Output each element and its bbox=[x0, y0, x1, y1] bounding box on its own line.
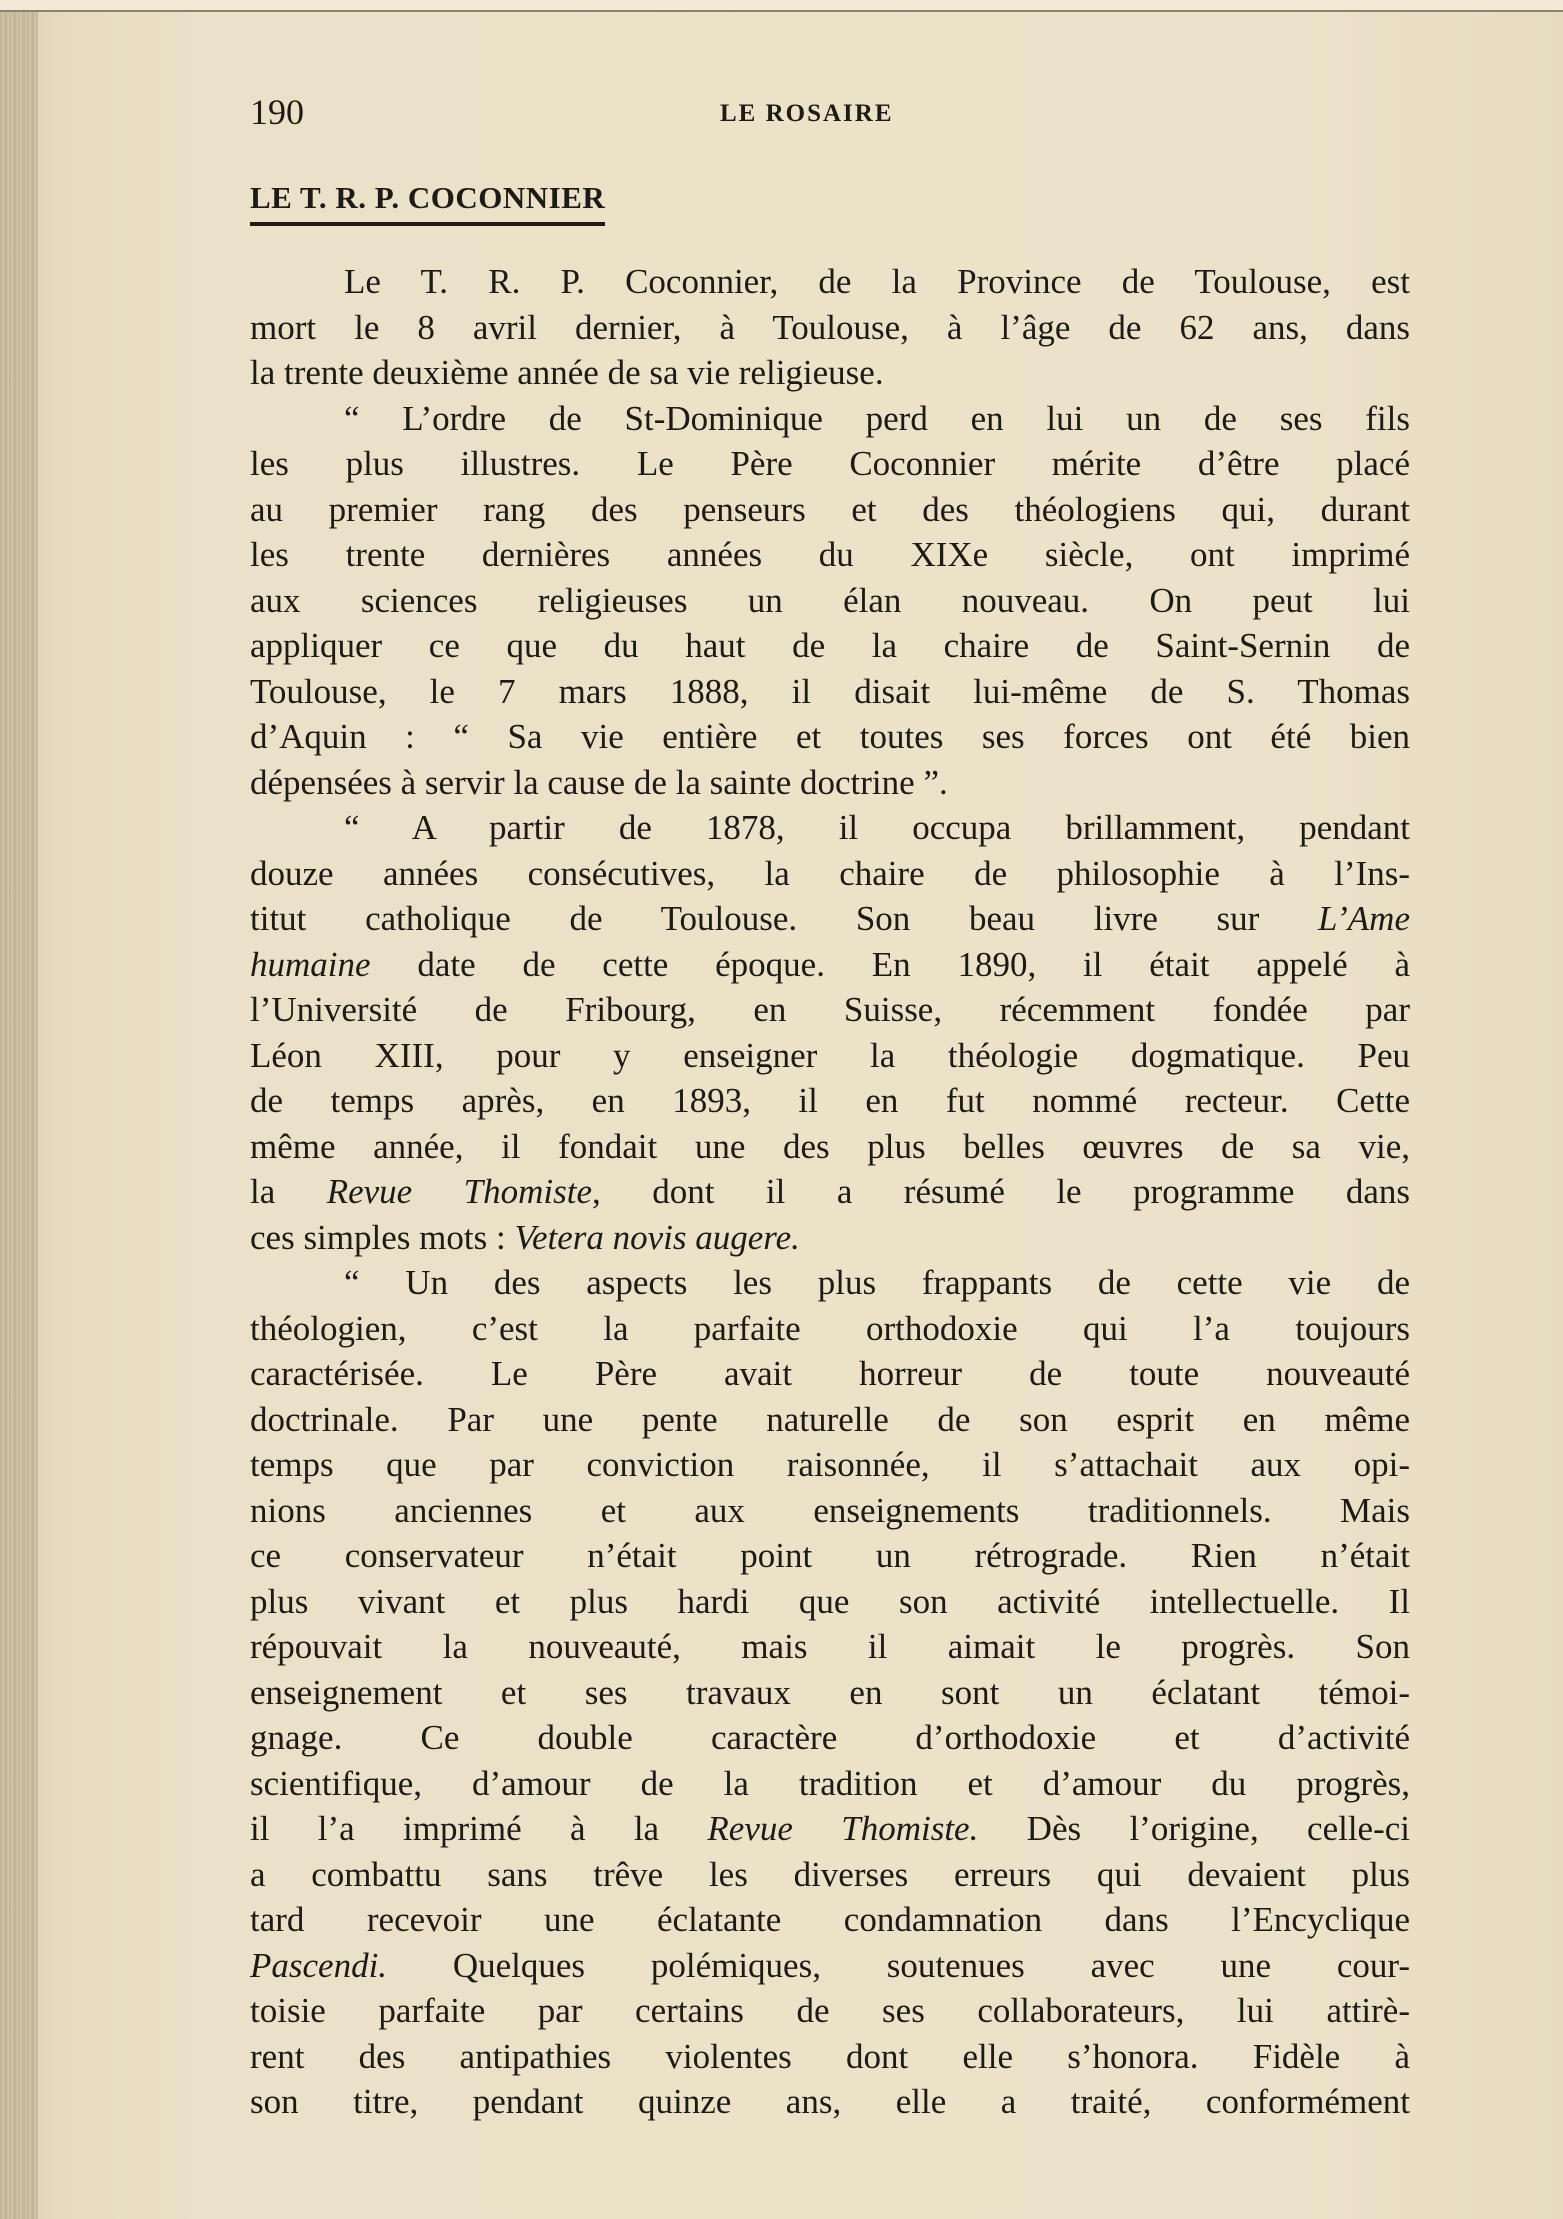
text-line bbox=[250, 2034, 1410, 2080]
text-segment: il l’a imprimé à la bbox=[250, 1809, 708, 1848]
text-segment: temps que par conviction raisonnée, il s’attachait aux opi- bbox=[250, 1445, 1410, 1484]
text-segment: les trente dernières années du XIXe siècle, ont imprimé bbox=[250, 535, 1410, 574]
running-title: LE ROSAIRE bbox=[720, 100, 894, 127]
text-segment: douze années consécutives, la chaire de philosophie à l’Ins- bbox=[250, 853, 1410, 893]
italic-text: humaine bbox=[250, 944, 371, 984]
text-segment: dépensées à servir la cause de la sainte doctrine ”. bbox=[250, 762, 948, 802]
text-line bbox=[250, 714, 1410, 760]
text-line bbox=[250, 1852, 1410, 1898]
text-segment: mort le 8 avril dernier, à Toulouse, à l’âge de 62 ans, dans bbox=[250, 307, 1410, 347]
text-line bbox=[250, 259, 1410, 305]
text-segment: titut catholique de Toulouse. Son beau livre sur bbox=[250, 899, 1318, 938]
text-line bbox=[250, 487, 1410, 533]
text-line bbox=[250, 623, 1410, 669]
text-line bbox=[250, 2079, 1410, 2125]
text-segment: Léon XIII, pour y enseigner la théologie dogmatique. Peu bbox=[250, 1035, 1410, 1075]
text-segment: plus vivant et plus hardi que son activité intellectuelle. Il bbox=[250, 1581, 1410, 1621]
text-line bbox=[250, 350, 1410, 396]
italic-text: Revue Thomiste. bbox=[707, 1809, 979, 1848]
text-line bbox=[250, 669, 1410, 715]
text-segment: enseignement et ses travaux en sont un éclatant témoi- bbox=[250, 1672, 1410, 1712]
text-segment: date de cette époque. En 1890, il était appelé à bbox=[370, 944, 1410, 984]
text-segment: , dont il a résumé le programme dans bbox=[592, 1172, 1410, 1211]
text-line bbox=[250, 805, 1410, 851]
text-segment: appliquer ce que du haut de la chaire de Saint-Sernin de bbox=[250, 626, 1410, 665]
text-line bbox=[250, 1579, 1410, 1625]
text-segment: son titre, pendant quinze ans, elle a traité, conformément bbox=[250, 2082, 1410, 2121]
text-line bbox=[250, 578, 1410, 624]
text-line bbox=[250, 1442, 1410, 1488]
text-line bbox=[250, 1988, 1410, 2034]
text-line bbox=[250, 942, 1410, 988]
text-line bbox=[250, 1397, 1410, 1443]
text-segment: théologien, c’est la parfaite orthodoxie qui l’a toujours bbox=[250, 1308, 1410, 1348]
text-line bbox=[250, 1670, 1410, 1716]
text-segment: la bbox=[250, 1172, 327, 1211]
text-line bbox=[250, 1124, 1410, 1170]
text-segment: rent des antipathies violentes dont elle s’honora. Fidèle à bbox=[250, 2036, 1410, 2076]
text-segment: Toulouse, le 7 mars 1888, il disait lui-même de S. Thomas bbox=[250, 671, 1410, 711]
text-segment: “ L’ordre de St-Dominique perd en lui un de ses fils bbox=[344, 398, 1410, 438]
text-line bbox=[250, 305, 1410, 351]
text-segment: Le T. R. P. Coconnier, de la Province de Toulouse, est bbox=[344, 262, 1410, 301]
text-line bbox=[250, 1624, 1410, 1670]
text-segment: “ A partir de 1878, il occupa brillamment, pendant bbox=[344, 808, 1410, 847]
text-segment: Quelques polémiques, soutenues avec une cour- bbox=[387, 1945, 1410, 1985]
text-line bbox=[250, 1033, 1410, 1079]
article-body bbox=[250, 259, 1410, 2125]
text-segment: aux sciences religieuses un élan nouveau. On peut lui bbox=[250, 580, 1410, 620]
text-line bbox=[250, 1215, 1410, 1261]
text-line bbox=[250, 1260, 1410, 1306]
text-segment: les plus illustres. Le Père Coconnier mérite d’être placé bbox=[250, 444, 1410, 483]
page-number: 190 bbox=[250, 92, 304, 132]
text-line bbox=[250, 1761, 1410, 1807]
text-segment: la trente deuxième année de sa vie religieuse. bbox=[250, 353, 884, 392]
italic-text: Revue Thomiste bbox=[326, 1172, 593, 1211]
text-line bbox=[250, 1351, 1410, 1397]
text-segment: caractérisée. Le Père avait horreur de toute nouveauté bbox=[250, 1354, 1410, 1393]
text-segment: tard recevoir une éclatante condamnation dans l’Encyclique bbox=[250, 1900, 1410, 1939]
text-line bbox=[250, 441, 1410, 487]
text-segment: a combattu sans trêve les diverses erreurs qui devaient plus bbox=[250, 1854, 1410, 1894]
text-line bbox=[250, 532, 1410, 578]
text-line bbox=[250, 851, 1410, 897]
text-segment: “ Un des aspects les plus frappants de cette vie de bbox=[344, 1263, 1410, 1302]
text-segment: scientifique, d’amour de la tradition et d’amour du progrès, bbox=[250, 1763, 1410, 1803]
text-line bbox=[250, 1488, 1410, 1534]
page-top-edge bbox=[0, 0, 1563, 12]
text-segment: ce conservateur n’était point un rétrograde. Rien n’était bbox=[250, 1536, 1410, 1575]
italic-text: Pascendi. bbox=[250, 1945, 388, 1985]
text-segment: l’Université de Fribourg, en Suisse, récemment fondée par bbox=[250, 990, 1410, 1029]
text-segment: Dès l’origine, celle-ci bbox=[978, 1809, 1411, 1848]
text-segment: même année, il fondait une des plus belles œuvres de sa vie, bbox=[250, 1126, 1410, 1166]
text-segment: répouvait la nouveauté, mais il aimait le progrès. Son bbox=[250, 1627, 1410, 1666]
running-header bbox=[250, 90, 1410, 138]
text-segment: au premier rang des penseurs et des théologiens qui, durant bbox=[250, 489, 1410, 529]
italic-text: Vetera novis augere. bbox=[514, 1217, 800, 1257]
article-heading: LE T. R. P. COCONNIER bbox=[250, 178, 605, 226]
text-line bbox=[250, 1715, 1410, 1761]
text-line bbox=[250, 396, 1410, 442]
text-segment: de temps après, en 1893, il en fut nommé recteur. Cette bbox=[250, 1081, 1410, 1120]
text-line bbox=[250, 896, 1410, 942]
text-segment: gnage. Ce double caractère d’orthodoxie et d’activité bbox=[250, 1718, 1410, 1757]
text-segment: toisie parfaite par certains de ses collaborateurs, lui attirè- bbox=[250, 1991, 1410, 2030]
text-line bbox=[250, 1943, 1410, 1989]
text-segment: d’Aquin : “ Sa vie entière et toutes ses forces ont été bien bbox=[250, 717, 1410, 756]
text-segment: doctrinale. Par une pente naturelle de son esprit en même bbox=[250, 1399, 1410, 1439]
text-line bbox=[250, 1078, 1410, 1124]
italic-text: L’Ame bbox=[1317, 899, 1410, 938]
text-segment: nions anciennes et aux enseignements traditionnels. Mais bbox=[250, 1490, 1410, 1530]
book-spine-edge bbox=[0, 0, 38, 2219]
text-line bbox=[250, 1533, 1410, 1579]
text-line bbox=[250, 760, 1410, 806]
text-line bbox=[250, 1897, 1410, 1943]
text-line bbox=[250, 1306, 1410, 1352]
text-segment: ces simples mots : bbox=[250, 1217, 515, 1257]
text-line bbox=[250, 1169, 1410, 1215]
text-line bbox=[250, 1806, 1410, 1852]
text-line bbox=[250, 987, 1410, 1033]
